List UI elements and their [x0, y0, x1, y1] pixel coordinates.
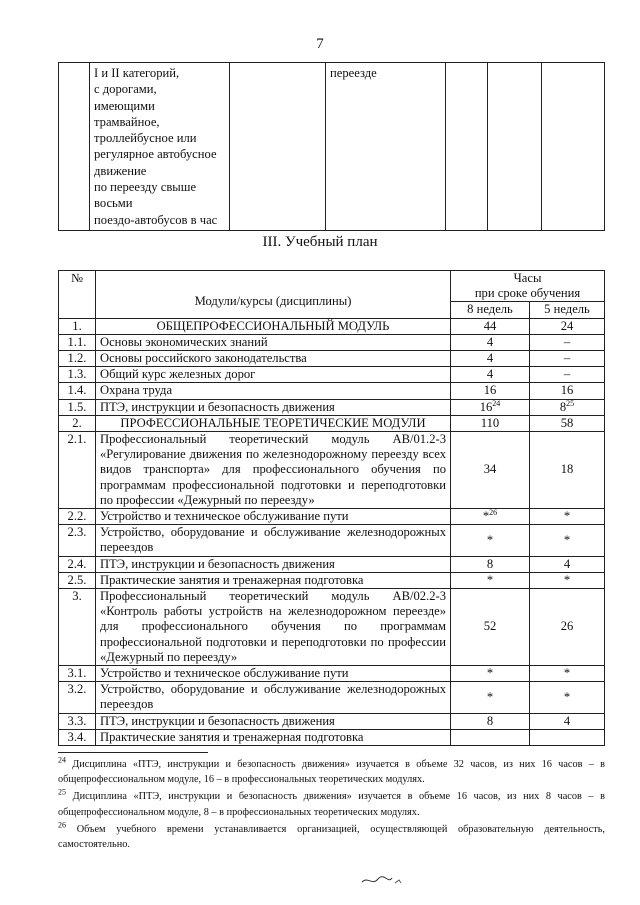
hours-value: 16 [483, 383, 497, 398]
header-modules: Модули/курсы (дисциплины) [96, 271, 451, 319]
row-number: 3.3. [59, 713, 96, 729]
row-title: Профессиональный теоретический модуль АВ/02.2-3 «Контроль работы устройств на железнодорожном переезде» для профессионального обучения по программам профессиональной подготовки и переподготовки по профессии «Дежурный по переезду» [96, 589, 451, 666]
row-title: Профессиональный теоретический модуль АВ/01.2-3 «Регулирование движения по железнодорожному переезду всех видов транспорта» для профессионального обучения по программам профессиональной подготовки и переподготовки по профессии «Дежурный по переезду» [96, 432, 451, 509]
footnote-divider [58, 752, 208, 753]
hours-8-weeks [451, 589, 530, 666]
row-number: 1.1. [59, 334, 96, 350]
hours-value: 52 [483, 619, 497, 634]
table-row [59, 589, 605, 666]
hours-value: * [563, 509, 571, 524]
hours-value: * [563, 666, 571, 681]
page-number: 7 [316, 36, 324, 52]
row-title: ПРОФЕССИОНАЛЬНЫЕ ТЕОРЕТИЧЕСКИЕ МОДУЛИ [96, 415, 451, 431]
table-row [59, 682, 605, 713]
table-cell [446, 63, 488, 231]
hours-value: 8 [559, 399, 567, 414]
hours-5-weeks [530, 525, 605, 556]
row-number: 2.5. [59, 572, 96, 588]
table-cell [488, 63, 542, 231]
hours-value: 34 [483, 462, 497, 477]
hours-8-weeks [451, 713, 530, 729]
row-title: ПТЭ, инструкции и безопасность движения [96, 713, 451, 729]
row-number: 2.1. [59, 432, 96, 509]
footnote [58, 757, 605, 787]
row-number: 3.1. [59, 666, 96, 682]
hours-5-weeks [530, 334, 605, 350]
row-title: Устройство, оборудование и обслуживание железнодорожных переездов [96, 525, 451, 556]
table-row [59, 432, 605, 509]
hours-8-weeks [451, 432, 530, 509]
table-row [59, 572, 605, 588]
hours-8-weeks [451, 729, 530, 745]
footnote [58, 822, 605, 852]
hours-8-weeks [451, 556, 530, 572]
table-row [59, 399, 605, 415]
section-title: III. Учебный план [262, 234, 378, 250]
table-row [59, 729, 605, 745]
hours-value: – [563, 351, 571, 366]
hours-value: 4 [486, 367, 494, 382]
row-number: 2.2. [59, 509, 96, 525]
hours-value: 58 [560, 415, 574, 430]
hours-value: 8 [486, 556, 494, 571]
hours-5-weeks [530, 367, 605, 383]
header-hours-title: Часы [513, 271, 542, 285]
hours-5-weeks [530, 432, 605, 509]
hours-value: * [486, 572, 494, 587]
signature-mark [358, 870, 408, 890]
hours-5-weeks [530, 383, 605, 399]
table-row [59, 509, 605, 525]
footnote-ref: 26 [489, 507, 498, 517]
header-8-weeks: 8 недель [451, 302, 530, 318]
hours-5-weeks [530, 589, 605, 666]
hours-8-weeks [451, 383, 530, 399]
table-row [59, 713, 605, 729]
table-cell [59, 63, 90, 231]
hours-value: 26 [560, 619, 574, 634]
hours-value: 24 [560, 318, 574, 333]
row-title: ПТЭ, инструкции и безопасность движения [96, 556, 451, 572]
hours-value: 4 [563, 713, 571, 728]
hours-5-weeks [530, 399, 605, 415]
hours-8-weeks [451, 572, 530, 588]
row-title: Основы российского законодательства [96, 351, 451, 367]
header-term: при сроке обучения [474, 286, 581, 301]
hours-5-weeks [530, 572, 605, 588]
table-cell-location: переезде [326, 63, 446, 231]
hours-value: 4 [486, 351, 494, 366]
row-title: ОБЩЕПРОФЕССИОНАЛЬНЫЙ МОДУЛЬ [96, 318, 451, 334]
hours-value: * [486, 666, 494, 681]
table-row [59, 367, 605, 383]
row-number: 1.3. [59, 367, 96, 383]
hours-value: 16 [560, 383, 574, 398]
table-row [59, 351, 605, 367]
hours-value: * [486, 689, 494, 704]
hours-value: 4 [563, 556, 571, 571]
row-title: Устройство и техническое обслуживание пути [96, 666, 451, 682]
row-title: Охрана труда [96, 383, 451, 399]
hours-value: * [563, 532, 571, 547]
hours-value: * [486, 532, 494, 547]
table-cell [230, 63, 326, 231]
row-title: Практические занятия и тренажерная подготовка [96, 729, 451, 745]
row-title: Устройство, оборудование и обслуживание железнодорожных переездов [96, 682, 451, 713]
table-row [59, 383, 605, 399]
footnote-number: 25 [58, 787, 66, 797]
hours-value: 4 [486, 334, 494, 349]
footnote-text: Дисциплина «ПТЭ, инструкции и безопасность движения» изучается в объеме 32 часов, из них 16 часов – в общепрофессиональном модуле, 16 – в профессиональных теоретических модулях. [58, 759, 605, 786]
row-number: 2.3. [59, 525, 96, 556]
hours-8-weeks [451, 367, 530, 383]
hours-value: – [563, 367, 571, 382]
row-number: 2.4. [59, 556, 96, 572]
hours-8-weeks [451, 334, 530, 350]
footnote-text: Объем учебного времени устанавливается организацией, осуществляющей образовательную деятельность, самостоятельно. [58, 823, 605, 851]
hours-8-weeks [451, 509, 530, 525]
hours-value: 44 [483, 318, 497, 333]
footnote-text: Дисциплина «ПТЭ, инструкции и безопасность движения» изучается в объеме 16 часов, из них 8 часов – в общепрофессиональном модуле, 8 – в профессиональных теоретических модулях. [58, 791, 605, 818]
curriculum-table [58, 270, 605, 746]
row-title: Практические занятия и тренажерная подготовка [96, 572, 451, 588]
footnote-ref: 25 [566, 398, 575, 408]
hours-8-weeks [451, 399, 530, 415]
hours-5-weeks [530, 509, 605, 525]
hours-value: * [563, 689, 571, 704]
row-title: ПТЭ, инструкции и безопасность движения [96, 399, 451, 415]
row-number: 1.2. [59, 351, 96, 367]
row-number: 2. [59, 415, 96, 431]
table-row [59, 334, 605, 350]
table-row [59, 318, 605, 334]
header-num: № [59, 271, 96, 319]
hours-8-weeks [451, 415, 530, 431]
continued-table [58, 62, 605, 231]
row-number: 3.4. [59, 729, 96, 745]
row-title: Основы экономических знаний [96, 334, 451, 350]
table-row [59, 525, 605, 556]
header-5-weeks: 5 недель [530, 302, 605, 318]
row-title: Устройство и техническое обслуживание пути [96, 509, 451, 525]
hours-5-weeks [530, 682, 605, 713]
hours-8-weeks [451, 682, 530, 713]
row-number: 1.4. [59, 383, 96, 399]
hours-8-weeks [451, 318, 530, 334]
table-cell [542, 63, 605, 231]
hours-5-weeks [530, 415, 605, 431]
hours-value: * [482, 509, 490, 524]
hours-8-weeks [451, 525, 530, 556]
hours-value: 18 [560, 462, 574, 477]
hours-5-weeks [530, 556, 605, 572]
footnote [58, 789, 605, 819]
table-cell-category: I и II категорий, с дорогами, имеющими трамвайное, троллейбусное или регулярное автобусное движение по переезду свыше восьми поездо-автобусов в час [90, 63, 230, 231]
hours-value: 16 [479, 399, 493, 414]
hours-5-weeks [530, 713, 605, 729]
hours-5-weeks [530, 729, 605, 745]
footnote-ref: 24 [492, 398, 501, 408]
hours-5-weeks [530, 318, 605, 334]
hours-value: 110 [480, 415, 500, 430]
footnote-number: 26 [58, 820, 66, 830]
table-row [59, 666, 605, 682]
row-title: Общий курс железных дорог [96, 367, 451, 383]
footnote-number: 24 [58, 755, 66, 765]
footnotes [58, 757, 605, 854]
header-hours [451, 271, 605, 302]
hours-5-weeks [530, 666, 605, 682]
row-number: 1. [59, 318, 96, 334]
hours-value: * [563, 572, 571, 587]
table-row [59, 415, 605, 431]
hours-8-weeks [451, 351, 530, 367]
hours-value: 8 [486, 713, 494, 728]
hours-8-weeks [451, 666, 530, 682]
table-row [59, 556, 605, 572]
hours-value: – [563, 334, 571, 349]
row-number: 3. [59, 589, 96, 666]
hours-5-weeks [530, 351, 605, 367]
row-number: 1.5. [59, 399, 96, 415]
row-number: 3.2. [59, 682, 96, 713]
